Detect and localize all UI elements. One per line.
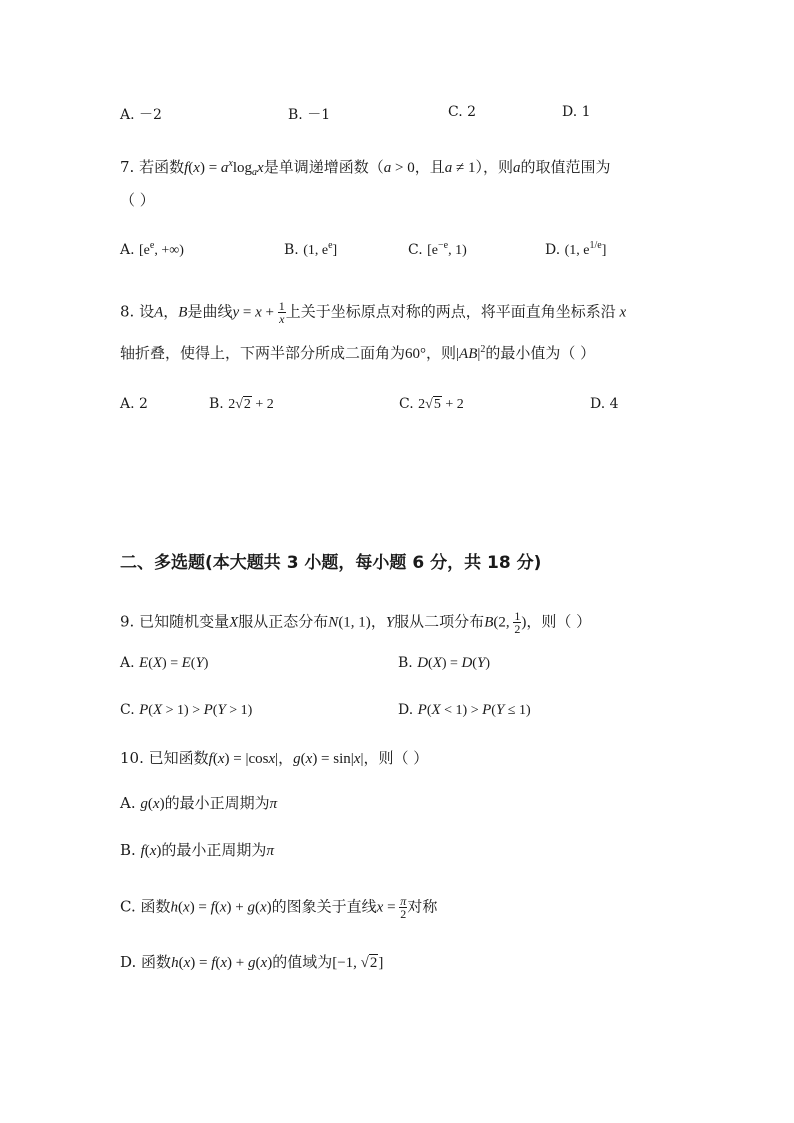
q9-text-2: 服从正态分布 (238, 612, 329, 631)
q8-stem-line2: 轴折叠，使得上，下两半部分所成二面角为60°，则$|AB|^2$的最小值为（ ） (120, 344, 596, 362)
q6-option-b: B. －1 (288, 107, 331, 123)
q8-option-b (209, 396, 274, 413)
q10-number: 10. (120, 749, 149, 767)
q9-option-a-math: E (139, 655, 149, 671)
q6-option-c: C. 2 (448, 104, 477, 120)
q10-option-c-text-2: 的图象关于直线 (271, 897, 377, 916)
q10-option-a-label: A. (120, 794, 136, 812)
q9-option-b: B. D(X) = D(Y) (398, 655, 490, 671)
q8-option-b-math: 2√2 + 2 (228, 397, 274, 412)
q10-text-1: 已知函数 (148, 749, 209, 767)
q7-text-2: 是单调递增函数（ (263, 158, 384, 176)
section-heading: 二、多选题(本大题共 3 小题，每小题 6 分，共 18 分) (120, 553, 542, 573)
q10-text-2: ， (278, 749, 294, 767)
q7-stem: 7. 若函数$f(x) = a^x\log_ax$是单调递增函数（a > 0，且a ≠ 1），则a的取值范围为 (120, 158, 611, 178)
q6-option-a: A. －2 (120, 107, 162, 123)
q7-answer-paren: （ ） (120, 191, 155, 209)
q8-option-c (399, 396, 464, 413)
q8-option-a: A. 2 (120, 396, 148, 412)
q10-option-a-text: 的最小正周期为 (164, 794, 270, 812)
q8-text-6: ，则 (426, 344, 457, 362)
q9-number: 9. (120, 612, 140, 631)
q8-text-2: ， (163, 302, 179, 321)
q9-option-b-label: B. (398, 655, 413, 671)
q8-text-3: 是曲线 (187, 302, 233, 321)
q10-option-d-text-1: 函数 (141, 953, 172, 971)
q9-stem: 9. 已知随机变量X服从正态分布N(1, 1)，Y服从二项分布B(2, $\frac{1}{2}$ )，则（ ） (120, 609, 592, 636)
q7-number: 7. (120, 158, 140, 176)
q7-option-c (408, 240, 467, 259)
q8-number: 8. (120, 302, 140, 321)
q9-text-4: 服从二项分布 (394, 612, 485, 631)
q6-option-d: D. 1 (562, 104, 591, 120)
q9-option-d: D. P(X < 1) > P(Y ≤ 1) (398, 702, 531, 718)
q7-option-c-math: [$e^{-e}$, 1) (427, 240, 467, 258)
q7-option-a-math: [$e^e$, +∞) (139, 240, 184, 258)
q9-option-a: A. E(X) = E(Y) (120, 655, 209, 671)
q10-option-b-label: B. (120, 841, 136, 859)
q10-option-c-text-3: 对称 (407, 897, 438, 916)
q9-option-c-label: C. (120, 702, 135, 718)
q9-option-c: C. P(X > 1) > P(Y > 1) (120, 702, 253, 718)
q8-stem-line1: 8. 设A，B是曲线y = x + $\frac{1}{x}$ 上关于坐标原点对称的两点，将平面直角坐标系沿 x (120, 299, 627, 326)
q7-text-4: ），则 (475, 158, 513, 176)
q7-text-3: ，且 (414, 158, 445, 176)
q7-option-b (284, 240, 337, 259)
q9-text-1: 已知随机变量 (139, 612, 230, 631)
q10-stem: 10. 已知函数f(x) = |cosx|，g(x) = sin|x|，则（ ） (120, 749, 429, 767)
q7-option-b-math: (1, $e^e$] (303, 240, 338, 258)
q10-option-b-text: 的最小正周期为 (161, 841, 267, 859)
q7-text-1: 若函数 (139, 158, 185, 176)
q7-option-a-label: A. (120, 242, 135, 258)
q8-degree: 60° (405, 346, 427, 362)
q10-option-c-text-1: 函数 (140, 897, 171, 916)
q9-option-a-label: A. (120, 655, 135, 671)
q8-option-c-label: C. (399, 396, 414, 412)
q9-text-5: ，则（ ） (526, 612, 592, 631)
q9-option-d-math: P (417, 702, 427, 718)
q10-option-d: D. 函数h(x) = f(x) + g(x)的值域为[−1, √2] (120, 953, 384, 971)
q7-option-b-label: B. (284, 242, 299, 258)
q8-option-d: D. 4 (590, 396, 619, 412)
q7-option-a (120, 240, 184, 259)
q7-option-c-label: C. (408, 242, 423, 258)
q7-option-d (545, 240, 606, 259)
q10-option-c-label: C. (120, 897, 136, 916)
q7-text-5: 的取值范围为 (520, 158, 611, 176)
q8-fraction: $\frac{1}{x}$ (278, 299, 285, 326)
q10-option-d-text-2: 的值域为 (272, 953, 333, 971)
q8-option-c-math: 2√5 + 2 (418, 397, 464, 412)
q8-text-1: 设 (139, 302, 155, 321)
q7-formula: f (184, 160, 189, 176)
q10-text-3: ，则（ ） (363, 749, 429, 767)
q8-text-5: 轴折叠，使得上，下两半部分所成二面角为 (120, 344, 406, 362)
q8-text-7: 的最小值为（ ） (485, 344, 596, 362)
q10-option-b: B. f(x)的最小正周期为π (120, 841, 274, 859)
q10-option-c: C. 函数h(x) = f(x) + g(x)的图象关于直线x = $\frac{\pi}{2}$ 对称 (120, 894, 438, 921)
q7-option-d-math: (1, $e^{1/e}$] (564, 240, 607, 258)
q7-option-d-label: D. (545, 242, 561, 258)
q9-option-d-label: D. (398, 702, 414, 718)
q10-option-a: A. g(x)的最小正周期为π (120, 794, 278, 812)
q9-option-c-math: P (139, 702, 149, 718)
q8-text-4: 上关于坐标原点对称的两点，将平面直角坐标系沿 (285, 302, 616, 321)
q10-option-d-label: D. (120, 953, 137, 971)
q9-option-b-math: D (417, 655, 429, 671)
q8-option-b-label: B. (209, 396, 224, 412)
q9-text-3: ， (370, 612, 386, 631)
